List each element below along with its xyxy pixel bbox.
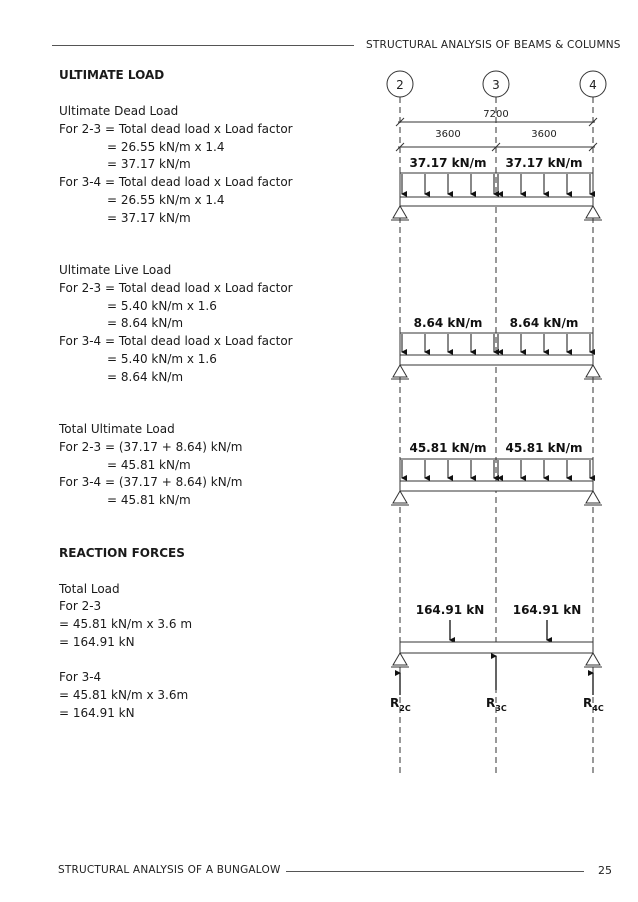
dead-load-label: 37.17 kN/m [505,156,583,170]
total-load-title: Total Ultimate Load [59,422,175,436]
live-load-line: = 8.64 kN/m [107,316,184,330]
dead-load-line: For 3-4 = Total dead load x Load factor [59,175,293,189]
reaction-forces-heading: REACTION FORCES [59,546,185,560]
dimension-span: 3600 [531,129,557,140]
page-number: 25 [598,864,612,877]
total-load-label: 45.81 kN/m [409,441,487,455]
reaction-line: = 164.91 kN [59,706,135,720]
total-load-line: = 45.81 kN/m [107,458,191,472]
dead-load-label: 37.17 kN/m [409,156,487,170]
live-load-line: = 5.40 kN/m x 1.6 [107,352,217,366]
live-load-line: For 3-4 = Total dead load x Load factor [59,334,293,348]
total-load-label: 45.81 kN/m [505,441,583,455]
header-title: STRUCTURAL ANALYSIS OF BEAMS & COLUMNS [366,39,621,51]
total-load-line: For 2-3 = (37.17 + 8.64) kN/m [59,440,243,454]
reaction-title: Total Load [59,582,120,596]
ultimate-load-heading: ULTIMATE LOAD [59,68,165,82]
point-load-label: 164.91 kN [415,603,485,617]
reaction-line: For 2-3 [59,599,102,613]
dead-load-line: = 26.55 kN/m x 1.4 [107,193,225,207]
dead-load-line: = 26.55 kN/m x 1.4 [107,140,225,154]
reaction-line: = 45.81 kN/m x 3.6 m [59,617,193,631]
live-load-line: = 5.40 kN/m x 1.6 [107,299,217,313]
total-load-line: = 45.81 kN/m [107,493,191,507]
live-load-label: 8.64 kN/m [413,316,483,330]
reaction-label-3c: $R_{3C}$ [486,696,507,713]
reaction-label-2c: $R_{2C}$ [390,696,411,713]
reaction-line: For 3-4 [59,670,102,684]
grid-label-2: 2 [396,78,404,92]
live-load-title: Ultimate Live Load [59,263,172,277]
total-load-line: For 3-4 = (37.17 + 8.64) kN/m [59,475,243,489]
reaction-beam [390,603,604,713]
reaction-line: = 164.91 kN [59,635,135,649]
dead-load-title: Ultimate Dead Load [59,104,179,118]
live-load-label: 8.64 kN/m [509,316,579,330]
live-load-line: For 2-3 = Total dead load x Load factor [59,281,293,295]
reaction-label-4c: $R_{4C}$ [583,696,604,713]
dimension-span: 3600 [435,129,461,140]
live-load-line: = 8.64 kN/m [107,370,184,384]
dead-load-line: For 2-3 = Total dead load x Load factor [59,122,293,136]
dimension-total: 7200 [483,109,509,120]
footer-rule [286,871,584,872]
point-load-label: 164.91 kN [512,603,582,617]
grid-label-3: 3 [492,78,500,92]
dead-load-line: = 37.17 kN/m [107,211,191,225]
dead-load-line: = 37.17 kN/m [107,157,191,171]
reaction-line: = 45.81 kN/m x 3.6m [59,688,189,702]
grid-label-4: 4 [589,78,597,92]
footer-title: STRUCTURAL ANALYSIS OF A BUNGALOW [58,864,281,876]
